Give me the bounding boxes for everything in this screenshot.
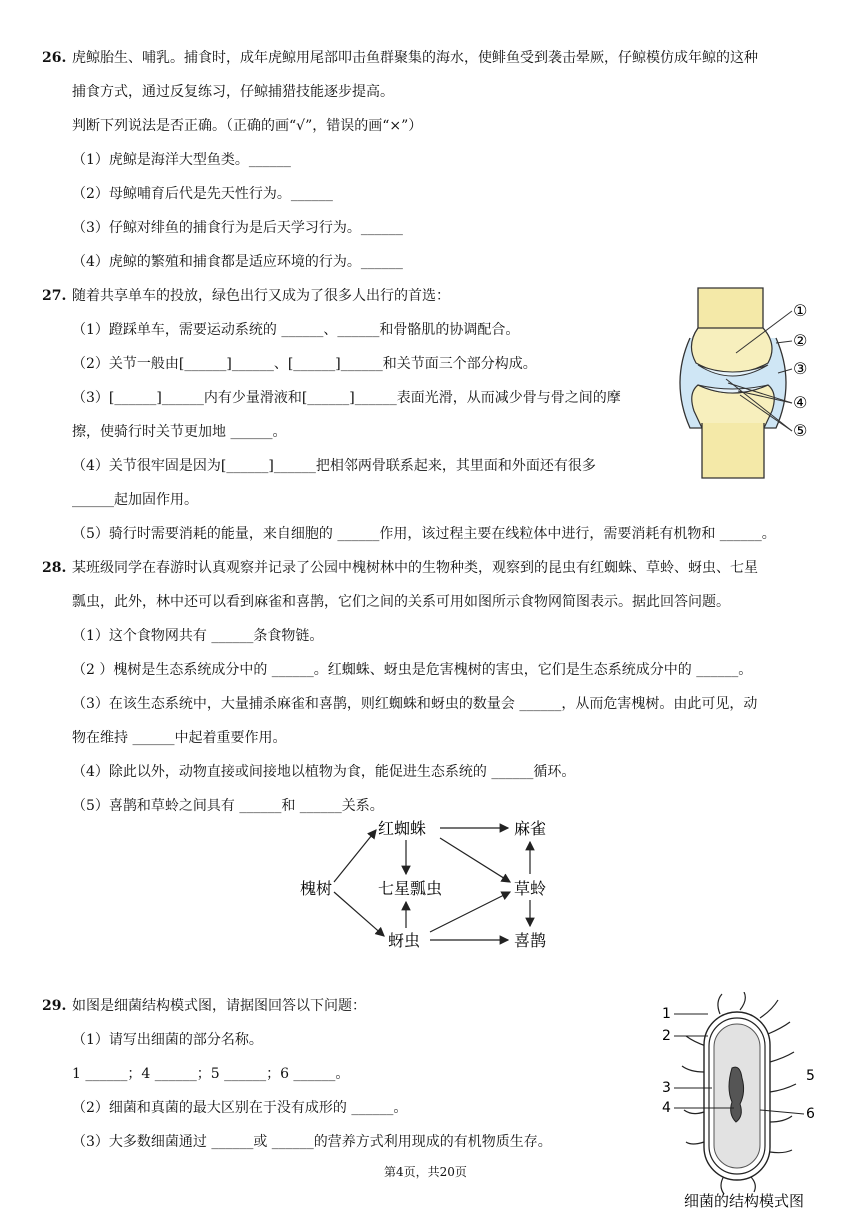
joint-label-1: ① [793,301,808,320]
q26-number: 26. [42,50,67,66]
bacteria-label-1: 1 [662,1006,671,1022]
q26-instruction: 判断下列说法是否正确。（正确的画“√”，错误的画“×”） [72,118,423,134]
joint-label-2: ② [793,331,808,350]
bacteria-label-5: 5 [806,1068,815,1084]
q28-line-2: （2 ）槐树是生态系统成分中的 ______。红蜘蛛、蚜虫是危害槐树的害虫，它们是生态系统成分中的 ______。 [72,662,753,678]
q26-item-4: （4）虎鲸的繁殖和捕食都是适应环境的行为。______ [72,254,403,270]
q28-stem-line2: 瓢虫，此外，林中还可以看到麻雀和喜鹊，它们之间的关系可用如图所示食物网简图表示。据此回答问题。 [72,594,730,610]
q26-stem-line1: 虎鲸胎生、哺乳。捕食时，成年虎鲸用尾部叩击鱼群聚集的海水，使鲱鱼受到袭击晕厥，仔鲸模仿成年鲸的这种 [72,50,758,66]
q27-number: 27. [42,288,67,304]
q28-line-5: （4）除此以外，动物直接或间接地以植物为食，能促进生态系统的 ______循环。 [72,764,576,780]
bacteria-label-3: 3 [662,1080,671,1096]
bacteria-structure-figure [660,992,832,1212]
q27-line-7: （5）骑行时需要消耗的能量，来自细胞的 ______作用，该过程主要在线粒体中进行，需要消耗有机物和 ______。 [72,526,776,542]
node-qixingpiaochong: 七星瓢虫 [378,879,443,898]
q27-line-4: 擦，使骑行时关节更加地 ______。 [72,424,287,440]
q27-line-2: （2）关节一般由[______]______、[______]______和关节面三个部分构成。 [72,356,537,372]
joint-structure-figure [668,283,823,483]
q28-line-6: （5）喜鹊和草蛉之间具有 ______和 ______关系。 [72,798,384,814]
node-caoling: 草蛉 [514,879,547,898]
node-xique: 喜鹊 [514,931,547,950]
bacteria-figure-caption: 细菌的结构模式图 [684,1192,805,1210]
q27-line-5: （4）关节很牢固是因为[______]______把相邻两骨联系起来，其里面和外面还有很多 [72,458,596,474]
q29-line-1: （1）请写出细菌的部分名称。 [72,1032,263,1048]
q29-number: 29. [42,998,67,1014]
node-huaishu: 槐树 [300,879,333,898]
q26-stem-line2: 捕食方式，通过反复练习，仔鲸捕猎技能逐步提高。 [72,84,394,100]
bacteria-label-6: 6 [806,1106,815,1122]
q27-line-3: （3）[______]______内有少量滑液和[______]______表面光滑，从而减少骨与骨之间的摩 [72,390,621,406]
q26-item-1: （1）虎鲸是海洋大型鱼类。______ [72,152,291,168]
q27-line-6: ______起加固作用。 [72,492,198,508]
node-maque: 麻雀 [514,819,547,838]
joint-label-4: ④ [793,393,808,412]
q29-stem: 如图是细菌结构模式图，请据图回答以下问题： [72,998,366,1014]
food-web-figure [290,812,580,960]
node-hongzhizhu: 红蜘蛛 [378,819,427,838]
joint-label-5: ⑤ [793,421,808,440]
q29-line-4: （3）大多数细菌通过 ______或 ______的营养方式利用现成的有机物质生存。 [72,1134,552,1150]
q27-stem: 随着共享单车的投放，绿色出行又成为了很多人出行的首选： [72,288,450,304]
q28-line-3: （3）在该生态系统中，大量捕杀麻雀和喜鹊，则红蜘蛛和蚜虫的数量会 ______，从而危害槐树。由此可见，动 [72,696,758,712]
q26-item-2: （2）母鲸哺育后代是先天性行为。______ [72,186,333,202]
q28-stem-line1: 某班级同学在春游时认真观察并记录了公园中槐树林中的生物种类，观察到的昆虫有红蜘蛛、草蛉、蚜虫、七星 [72,560,758,576]
q29-line-2: 1 ______；4 ______；5 ______；6 ______。 [72,1066,350,1082]
q28-line-4: 物在维持 ______中起着重要作用。 [72,730,287,746]
node-yachong: 蚜虫 [388,931,421,950]
page-footer: 第4页，共20页 [384,1165,467,1179]
joint-label-3: ③ [793,359,808,378]
q26-item-3: （3）仔鲸对绯鱼的捕食行为是后天学习行为。______ [72,220,403,236]
q29-line-3: （2）细菌和真菌的最大区别在于没有成形的 ______。 [72,1100,408,1116]
q28-number: 28. [42,560,67,576]
q27-line-1: （1）蹬踩单车，需要运动系统的 ______、______和骨骼肌的协调配合。 [72,322,520,338]
bacteria-label-2: 2 [662,1028,671,1044]
bacteria-label-4: 4 [662,1100,671,1116]
q28-line-1: （1）这个食物网共有 ______条食物链。 [72,628,324,644]
